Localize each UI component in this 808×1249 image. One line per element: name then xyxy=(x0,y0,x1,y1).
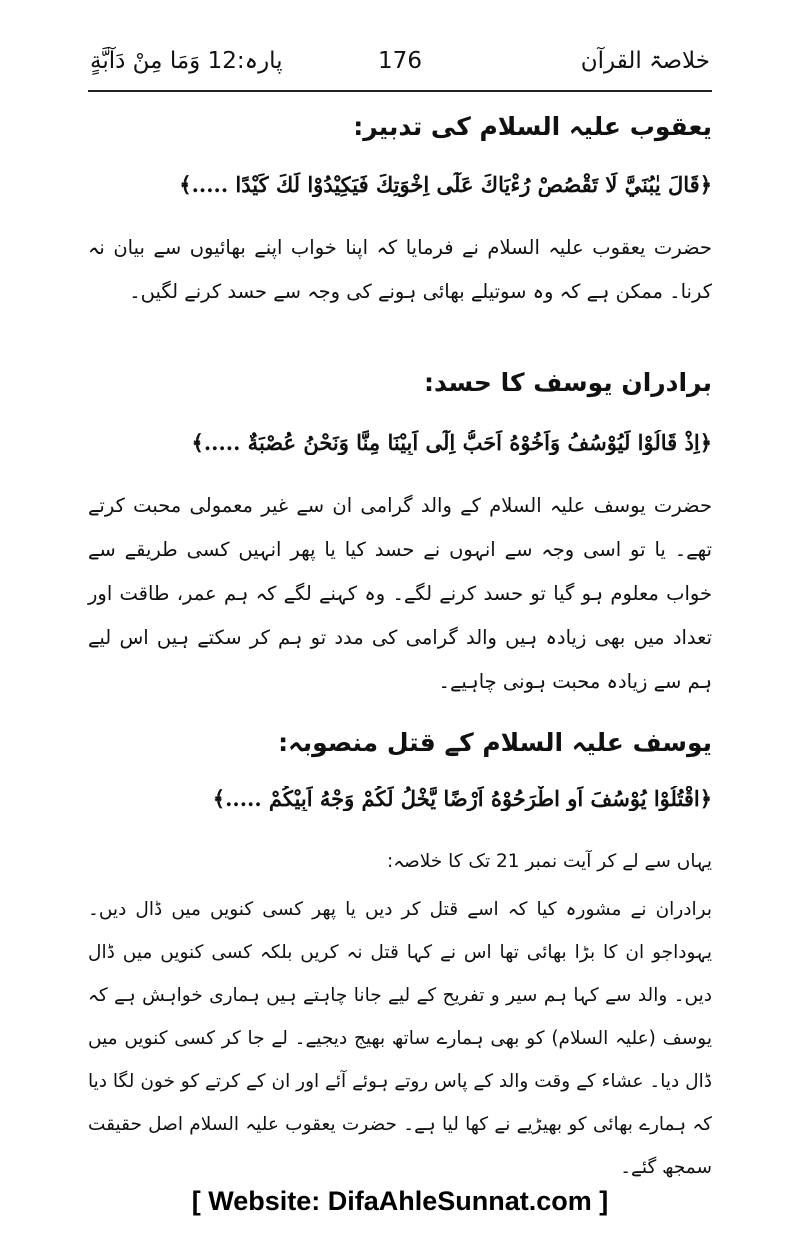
page-number: 176 xyxy=(378,48,422,74)
paragraph-1: حضرت یعقوب علیہ السلام نے فرمایا کہ اپنا خواب اپنے بھائیوں سے بیان نہ کرنا۔ ممکن ہے کہ وہ سوتیلے بھائی ہونے کی وجہ سے حسد کرنے لگیں۔ xyxy=(88,236,712,303)
quran-verse-3: ﴿اقْتُلُوْا يُوْسُفَ اَوِ اطْرَحُوْهُ اَرْضًا يَّخْلُ لَكُمْ وَجْهُ اَبِيْكُمْ .....﴾ xyxy=(212,786,712,811)
book-title: خلاصۃ القرآن xyxy=(580,48,710,74)
quran-verse-1: ﴿قَالَ يٰبُنَيَّ لَا تَقْصُصْ رُءْيَاكَ عَلٰٓى اِخْوَتِكَ فَيَكِيْدُوْا لَكَ كَيْدًا .....﴾ xyxy=(179,172,712,197)
website-footer: [ Website: DifaAhleSunnat.com ] xyxy=(191,1186,609,1216)
section-heading-tadbeer: یعقوب علیہ السلام کی تدبیر: xyxy=(353,112,712,141)
para-label: پارہ:12 وَمَا مِنْ دَآبَّةٍ xyxy=(90,48,283,74)
header-divider xyxy=(88,90,712,92)
page-header xyxy=(90,42,710,86)
paragraph-2: حضرت یوسف علیہ السلام کے والد گرامی ان سے غیر معمولی محبت کرتے تھے۔ یا تو اسی وجہ سے انہوں نے حسد کیا یا پھر انہیں کسی طریقے سے خواب معلوم ہو گیا تو حسد کرنے لگے۔ وہ کہنے لگے کہ ہم عمر، طاقت اور تعداد میں بھی زیادہ ہیں والد گرامی کی مدد تو ہم کر سکتے ہیں اس لیے ہم سے زیادہ محبت ہونی چاہیے۔ xyxy=(88,494,712,693)
paragraph-3: برادران نے مشورہ کیا کہ اسے قتل کر دیں یا پھر کسی کنویں میں ڈال دیں۔ یہوداجو ان کا بڑا بھائی تھا اس نے کہا قتل نہ کریں بلکہ کسی کنویں میں ڈال دیں۔ والد سے کہا ہم سیر و تفریح کے لیے جانا چاہتے ہیں ہماری خواہش ہے کہ یوسف (علیہ السلام) کو بھی ہمارے ساتھ بھیج دیجیے۔ لے جا کر کسی کنویں میں ڈال دیا۔ عشاء کے وقت والد کے پاس روتے ہوئے آئے اور ان کے کرتے کو خون لگا دیا کہ ہمارے بھائی کو بھیڑیے نے کھا لیا ہے۔ حضرت یعقوب علیہ السلام اصل حقیقت سمجھ گئے۔ xyxy=(88,899,712,1178)
summary-intro-line: یہاں سے لے کر آیت نمبر 21 تک کا خلاصہ: xyxy=(386,851,712,872)
section-heading-hasad: برادران یوسف کا حسد: xyxy=(424,368,712,397)
quran-verse-2: ﴿اِذْ قَالُوْا لَيُوْسُفُ وَاَخُوْهُ اَحَبُّ اِلٰٓى اَبِيْنَا مِنَّا وَنَحْنُ عُصْبَةٌ .....﴾ xyxy=(191,430,712,455)
section-heading-qatl-mansooba: یوسف علیہ السلام کے قتل منصوبہ: xyxy=(278,728,712,757)
